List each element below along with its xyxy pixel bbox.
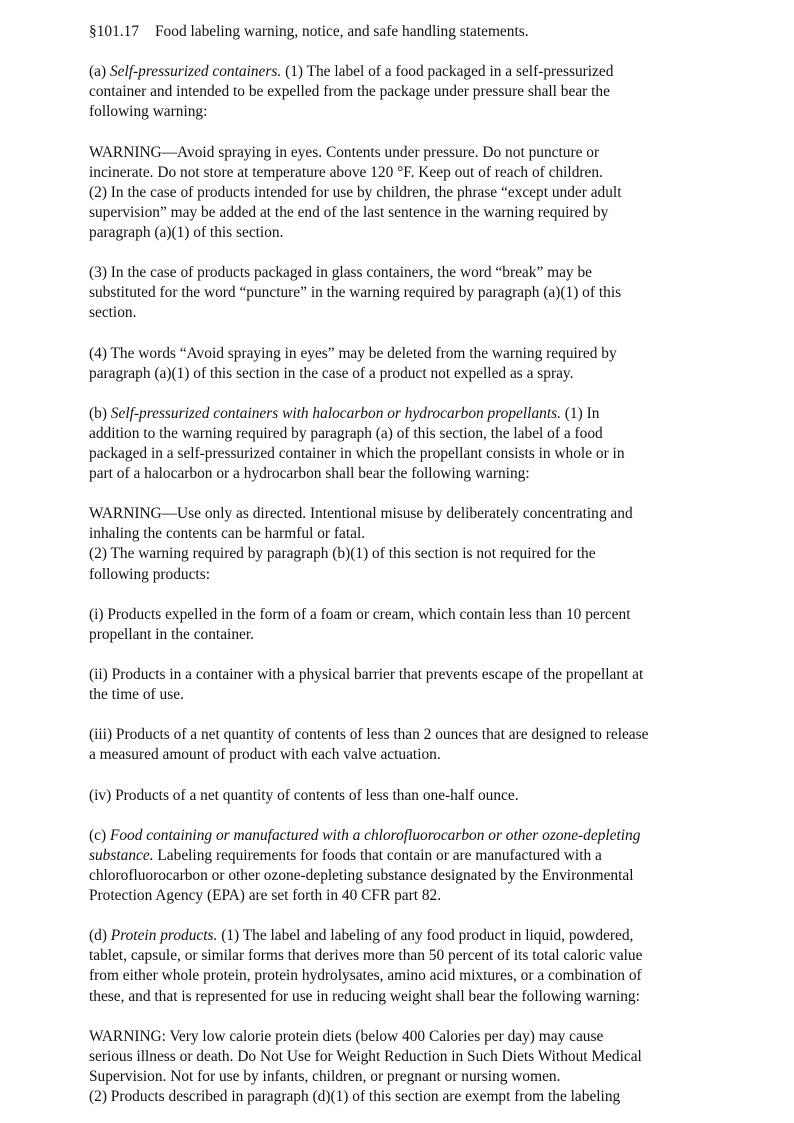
item-iii: (iii) Products of a net quantity of contents of less than 2 ounces that are designed to release a measured amount of product with each valve actuation. (89, 726, 649, 764)
paragraph-a4: (4) The words “Avoid spraying in eyes” may be deleted from the warning required by paragraph (a)(1) of this section in the case of a product not expelled as a spray. (89, 344, 617, 382)
item-i: (i) Products expelled in the form of a foam or cream, which contain less than 10 percent propellant in the container. (89, 605, 631, 643)
warning-b: WARNING—Use only as directed. Intentional misuse by deliberately concentrating and inhaling the contents can be harmful or fatal. (2) The warning required by paragraph (b)(1) of this section is not required for the following products: (89, 505, 633, 583)
paragraph-c-title: Food containing or manufactured with a chlorofluorocarbon or other ozone-depleting (109, 826, 641, 844)
paragraph-b: (b) Self-pressurized containers with halocarbon or hydrocarbon propellants. (1) In addition to the warning required by paragraph (a) of this section, the label of a food packaged in a self-pressurized container in which the propellant consists in whole or in part of a halocarbon or a hydrocarbon shall bear the following warning: (89, 404, 625, 483)
item-ii: (ii) Products in a container with a physical barrier that prevents escape of the propellant at the time of use. (89, 666, 644, 704)
paragraph-c: (c) Food containing or manufactured with a chlorofluorocarbon or other ozone-depleting substance. Labeling requirements for foods that contain or are manufactured with a chlorofluorocarbon or other ozone-depleting substance designated by the Environmental Protection Agency (EPA) are set forth in 40 CFR part 82. (89, 826, 641, 905)
paragraph-a: (a) Self-pressurized containers. (1) The label of a food packaged in a self-pressurized container and intended to be expelled from the package under pressure shall bear the following warning: (89, 63, 614, 121)
paragraph-d-title: Protein products. (110, 927, 218, 945)
document-page (89, 22, 709, 1107)
paragraph-a3: (3) In the case of products packaged in glass containers, the word “break” may be substituted for the word “puncture” in the warning required by paragraph (a)(1) of this section. (89, 264, 622, 322)
warning-d: WARNING: Very low calorie protein diets (below 400 Calories per day) may cause serious illness or death. Do Not Use for Weight Reduction in Such Diets Without Medical Supervision. Not for use by infants, children, or pregnant or nursing women. (2) Products described in paragraph (d)(1) of this section are exempt from the labeling (89, 1027, 642, 1105)
section-title: Food labeling warning, notice, and safe handling statements. (155, 23, 529, 40)
section-number: §101.17 (89, 23, 140, 40)
paragraph-b-title: Self-pressurized containers with halocarbon or hydrocarbon propellants. (110, 404, 561, 422)
warning-a: WARNING—Avoid spraying in eyes. Contents under pressure. Do not puncture or incinerate. Do not store at temperature above 120 °F. Keep out of reach of children. (2) In the case of products intended for use by children, the phrase “except under adult supervision” may be added at the end of the last sentence in the warning required by paragraph (a)(1) of this section. (89, 143, 622, 241)
section-heading (89, 22, 709, 42)
paragraph-a-title: Self-pressurized containers. (109, 63, 282, 81)
paragraph-d: (d) Protein products. (1) The label and labeling of any food product in liquid, powdered, tablet, capsule, or similar forms that derives more than 50 percent of its total caloric value from either whole protein, protein hydrolysates, amino acid mixtures, or a combination of these, and that is represented for use in reducing weight shall bear the following warning: (89, 927, 643, 1005)
item-iv: (iv) Products of a net quantity of contents of less than one-half ounce. (89, 786, 519, 804)
